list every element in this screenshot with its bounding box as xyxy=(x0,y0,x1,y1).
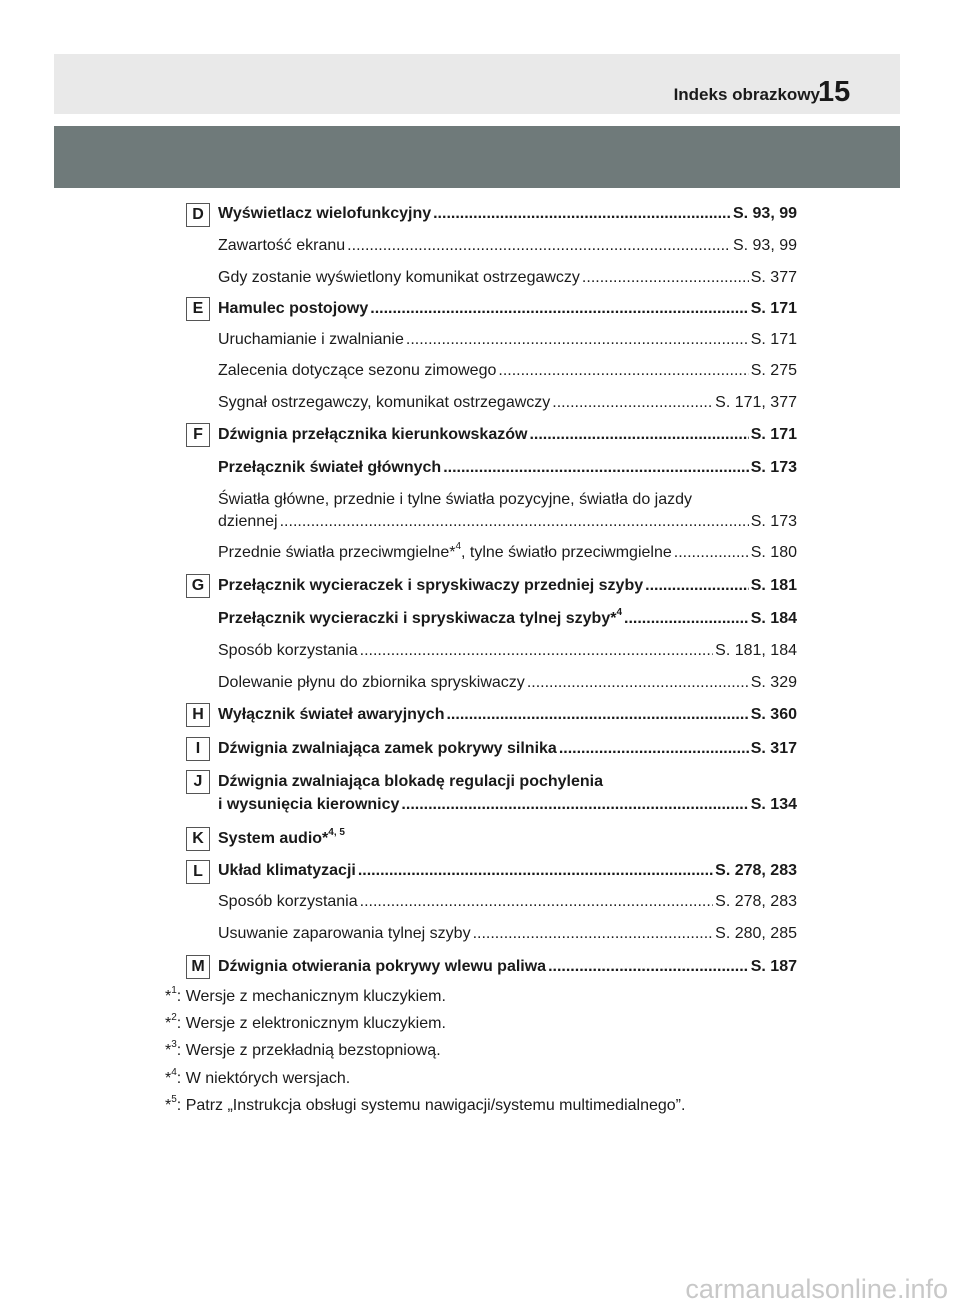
entry-page: S. 134 xyxy=(750,796,797,813)
footnote: *$^1$: Wersje z mechanicznym kluczykiem. xyxy=(165,984,446,1005)
index-entry[interactable] xyxy=(218,204,797,224)
entry-label: Wyświetlacz wielofunkcyjny xyxy=(218,205,432,222)
index-entry[interactable]: System audio*$^{4, 5}$ xyxy=(218,826,345,847)
section-letter-d: D xyxy=(186,203,210,227)
entry-page: S. 171 xyxy=(750,331,797,348)
entry-label: Dźwignia zwalniająca zamek pokrywy silnika xyxy=(218,740,557,757)
footnote: *$^2$: Wersje z elektronicznym kluczykiem. xyxy=(165,1011,446,1032)
entry-page: S. 181, 184 xyxy=(715,642,797,659)
entry-page: S. 360 xyxy=(750,706,797,723)
entry-page: S. 278, 283 xyxy=(715,862,797,879)
index-entry[interactable] xyxy=(218,540,797,563)
entry-page: S. 93, 99 xyxy=(732,205,797,222)
index-entry[interactable] xyxy=(218,641,797,661)
entry-label: Hamulec postojowy xyxy=(218,300,369,317)
index-entry[interactable] xyxy=(218,268,797,288)
entry-page: S. 173 xyxy=(750,513,797,530)
entry-label: Układ klimatyzacji xyxy=(218,862,356,879)
entry-label: Zalecenia dotyczące sezonu zimowego xyxy=(218,362,497,379)
entry-label: Dźwignia przełącznika kierunkowskazów xyxy=(218,426,528,443)
index-entry[interactable] xyxy=(218,739,797,759)
section-letter-m: M xyxy=(186,955,210,979)
section-banner xyxy=(54,126,900,188)
entry-label: i wysunięcia kierownicy xyxy=(218,796,400,813)
index-entry[interactable] xyxy=(218,236,797,256)
entry-label: Wyłącznik świateł awaryjnych xyxy=(218,706,445,723)
index-entry[interactable] xyxy=(218,330,797,350)
entry-label-line: Dźwignia zwalniająca blokadę regulacji pochylenia xyxy=(218,773,604,790)
section-letter-h: H xyxy=(186,703,210,727)
entry-label: Przednie światła przeciwmgielne*$^4$, tylne światło przeciwmgielne xyxy=(218,540,672,561)
index-entry[interactable] xyxy=(218,606,797,629)
section-letter-f: F xyxy=(186,423,210,447)
entry-label: Usuwanie zaparowania tylnej szyby xyxy=(218,925,471,942)
index-entry[interactable] xyxy=(218,361,797,381)
footnote: *$^3$: Wersje z przekładnią bezstopniową. xyxy=(165,1038,441,1059)
entry-page: S. 317 xyxy=(750,740,797,757)
entry-page: S. 280, 285 xyxy=(715,925,797,942)
index-entry[interactable] xyxy=(218,795,797,815)
entry-label: Sygnał ostrzegawczy, komunikat ostrzegawczy xyxy=(218,394,551,411)
index-entry[interactable] xyxy=(218,673,797,693)
entry-page: S. 173 xyxy=(750,459,797,476)
section-letter-l: L xyxy=(186,860,210,884)
entry-label: System audio* xyxy=(218,830,329,847)
index-entry[interactable] xyxy=(218,957,797,977)
entry-label: Dolewanie płynu do zbiornika spryskiwaczy xyxy=(218,674,525,691)
header-title: Indeks obrazkowy xyxy=(673,85,820,104)
entry-label: dziennej xyxy=(218,513,278,530)
entry-label: Sposób korzystania xyxy=(218,893,358,910)
entry-page: S. 187 xyxy=(750,958,797,975)
entry-label: Sposób korzystania xyxy=(218,642,358,659)
index-entry[interactable] xyxy=(218,393,797,413)
section-letter-k: K xyxy=(186,827,210,851)
section-letter-j: J xyxy=(186,770,210,794)
index-entry[interactable] xyxy=(218,576,797,596)
entry-label: Przełącznik wycieraczek i spryskiwaczy przedniej szyby xyxy=(218,577,644,594)
index-entry[interactable] xyxy=(218,299,797,319)
index-entry[interactable] xyxy=(218,924,797,944)
footnote: *$^4$: W niektórych wersjach. xyxy=(165,1066,351,1087)
entry-label: Zawartość ekranu xyxy=(218,237,346,254)
page-number: 15 xyxy=(818,76,851,108)
footnote: *$^5$: Patrz „Instrukcja obsługi systemu nawigacji/systemu multimedialnego”. xyxy=(165,1093,686,1114)
entry-page: S. 275 xyxy=(750,362,797,379)
entry-page: S. 171 xyxy=(750,426,797,443)
watermark: carmanualsonline.info xyxy=(685,1274,948,1304)
index-entry[interactable] xyxy=(218,705,797,725)
entry-page: S. 181 xyxy=(750,577,797,594)
index-entry[interactable] xyxy=(218,458,797,478)
index-entry[interactable] xyxy=(218,861,797,881)
index-entry[interactable] xyxy=(218,892,797,912)
entry-page: S. 278, 283 xyxy=(715,893,797,910)
index-entry[interactable] xyxy=(218,425,797,445)
section-letter-i: I xyxy=(186,737,210,761)
entry-label: Gdy zostanie wyświetlony komunikat ostrzegawczy xyxy=(218,269,580,286)
section-letter-g: G xyxy=(186,574,210,598)
entry-page: S. 329 xyxy=(750,674,797,691)
entry-label: Przełącznik wycieraczki i spryskiwacza tylnej szyby*$^4$ xyxy=(218,606,623,627)
header-band xyxy=(54,54,900,114)
entry-page: S. 180 xyxy=(750,544,797,561)
entry-label: Uruchamianie i zwalnianie xyxy=(218,331,404,348)
entry-label: Przełącznik świateł głównych xyxy=(218,459,442,476)
entry-page: S. 171, 377 xyxy=(715,394,797,411)
index-entry[interactable] xyxy=(218,512,797,532)
entry-page: S. 377 xyxy=(750,269,797,286)
entry-label: Dźwignia otwierania pokrywy wlewu paliwa xyxy=(218,958,547,975)
entry-page: S. 93, 99 xyxy=(732,237,797,254)
entry-label-line: Światła główne, przednie i tylne światła pozycyjne, światła do jazdy xyxy=(218,491,693,508)
entry-page: S. 171 xyxy=(750,300,797,317)
section-letter-e: E xyxy=(186,297,210,321)
entry-page: S. 184 xyxy=(750,610,797,627)
